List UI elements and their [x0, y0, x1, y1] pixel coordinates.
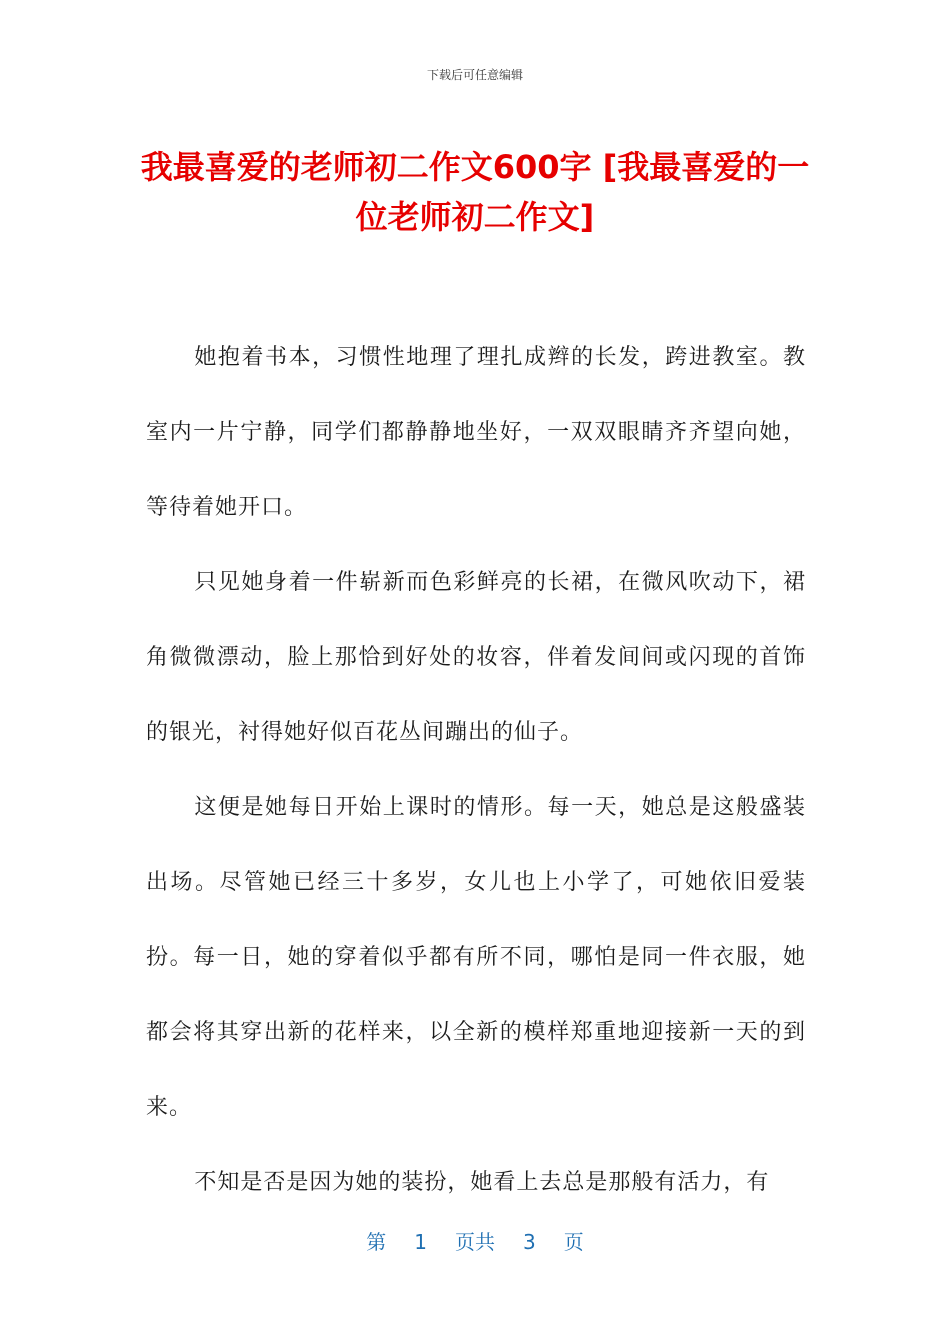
footer-total-pages: 3: [523, 1230, 536, 1254]
paragraph: 不知是否是因为她的装扮，她看上去总是那般有活力，有: [194, 1170, 770, 1195]
footer-mid: 页共: [455, 1230, 495, 1254]
footer-current-page: 1: [414, 1230, 427, 1254]
paragraph: 只见她身着一件崭新而色彩鲜亮的长裙，在微风吹动下，裙角微微漂动，脸上那恰到好处的妆容，伴着发间间或闪现的首饰的银光，衬得她好似百花丛间蹦出的仙子。: [146, 570, 806, 745]
header-note: 下载后可任意编辑: [426, 68, 523, 82]
paragraph: 这便是她每日开始上课时的情形。每一天，她总是这般盛装出场。尽管她已经三十多岁，女儿也上小学了，可她依旧爱装扮。每一日，她的穿着似乎都有所不同，哪怕是同一件衣服，她都会将其穿出新的花样来，以全新的模样郑重地迎接新一天的到来。: [146, 795, 806, 1120]
paragraph: 她抱着书本，习惯性地理了理扎成辫的长发，跨进教室。教室内一片宁静，同学们都静静地坐好，一双双眼睛齐齐望向她，等待着她开口。: [146, 345, 806, 520]
article-body: [146, 320, 806, 1220]
page-title: 我最喜爱的老师初二作文600字 [我最喜爱的一位老师初二作文]: [140, 148, 810, 236]
footer-prefix: 第: [366, 1230, 387, 1254]
page-footer: [0, 1226, 950, 1255]
footer-suffix: 页: [563, 1230, 584, 1254]
